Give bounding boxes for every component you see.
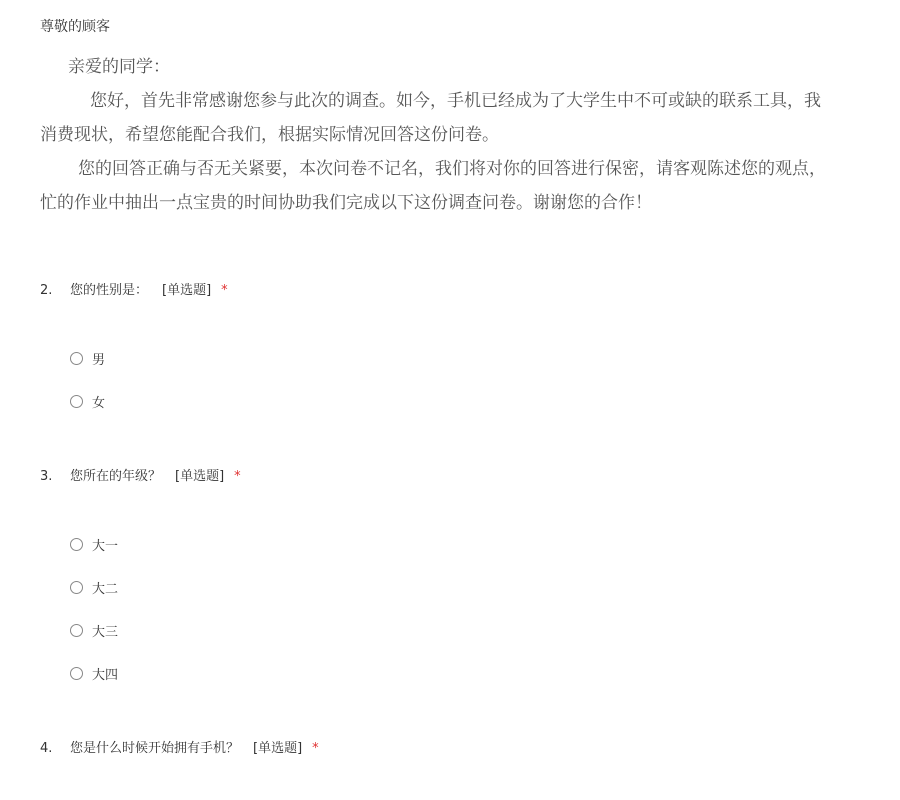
intro-text <box>40 50 900 220</box>
option-label: 大一 <box>92 539 119 554</box>
option-freshman[interactable] <box>70 535 118 554</box>
greeting-text: 尊敬的顾客 <box>40 19 110 35</box>
question-title-phone-start <box>40 737 319 756</box>
intro-line: 忙的作业中抽出一点宝贵的时间协助我们完成以下这份调查问卷。谢谢您的合作！ <box>40 193 652 213</box>
intro-line: 您的回答正确与否无关紧要，本次问卷不记名，我们将对你的回答进行保密，请客观陈述您的观点， <box>78 159 826 179</box>
question-title-grade <box>40 465 241 484</box>
option-label: 大四 <box>92 668 119 683</box>
option-male[interactable] <box>70 349 105 368</box>
option-label: 女 <box>92 396 106 411</box>
option-label: 大三 <box>92 625 119 640</box>
option-label: 男 <box>92 353 106 368</box>
question-type: [单选题] <box>253 741 303 756</box>
intro-salutation: 亲爱的同学： <box>68 57 170 77</box>
question-number: 3. <box>40 469 53 484</box>
question-number: 2. <box>40 283 53 298</box>
radio-button[interactable] <box>70 352 83 365</box>
radio-button[interactable] <box>70 395 83 408</box>
intro-line: 消费现状，希望您能配合我们，根据实际情况回答这份问卷。 <box>40 125 499 145</box>
option-junior[interactable] <box>70 621 118 640</box>
question-type: [单选题] <box>175 469 225 484</box>
radio-button[interactable] <box>70 581 83 594</box>
required-marker: * <box>312 741 319 756</box>
question-text: 您是什么时候开始拥有手机？ <box>70 741 240 756</box>
question-title-gender <box>40 279 228 298</box>
question-number: 4. <box>40 741 53 756</box>
option-sophomore[interactable] <box>70 578 118 597</box>
option-label: 大二 <box>92 582 119 597</box>
question-type: [单选题] <box>162 283 212 298</box>
question-text: 您的性别是： <box>70 283 149 298</box>
intro-line: 您好，首先非常感谢您参与此次的调查。如今，手机已经成为了大学生中不可或缺的联系工具，我 <box>90 91 821 111</box>
radio-button[interactable] <box>70 624 83 637</box>
option-senior[interactable] <box>70 664 118 683</box>
required-marker: * <box>234 469 241 484</box>
radio-button[interactable] <box>70 538 83 551</box>
option-female[interactable] <box>70 392 105 411</box>
required-marker: * <box>221 283 228 298</box>
radio-button[interactable] <box>70 667 83 680</box>
question-text: 您所在的年级？ <box>70 469 162 484</box>
